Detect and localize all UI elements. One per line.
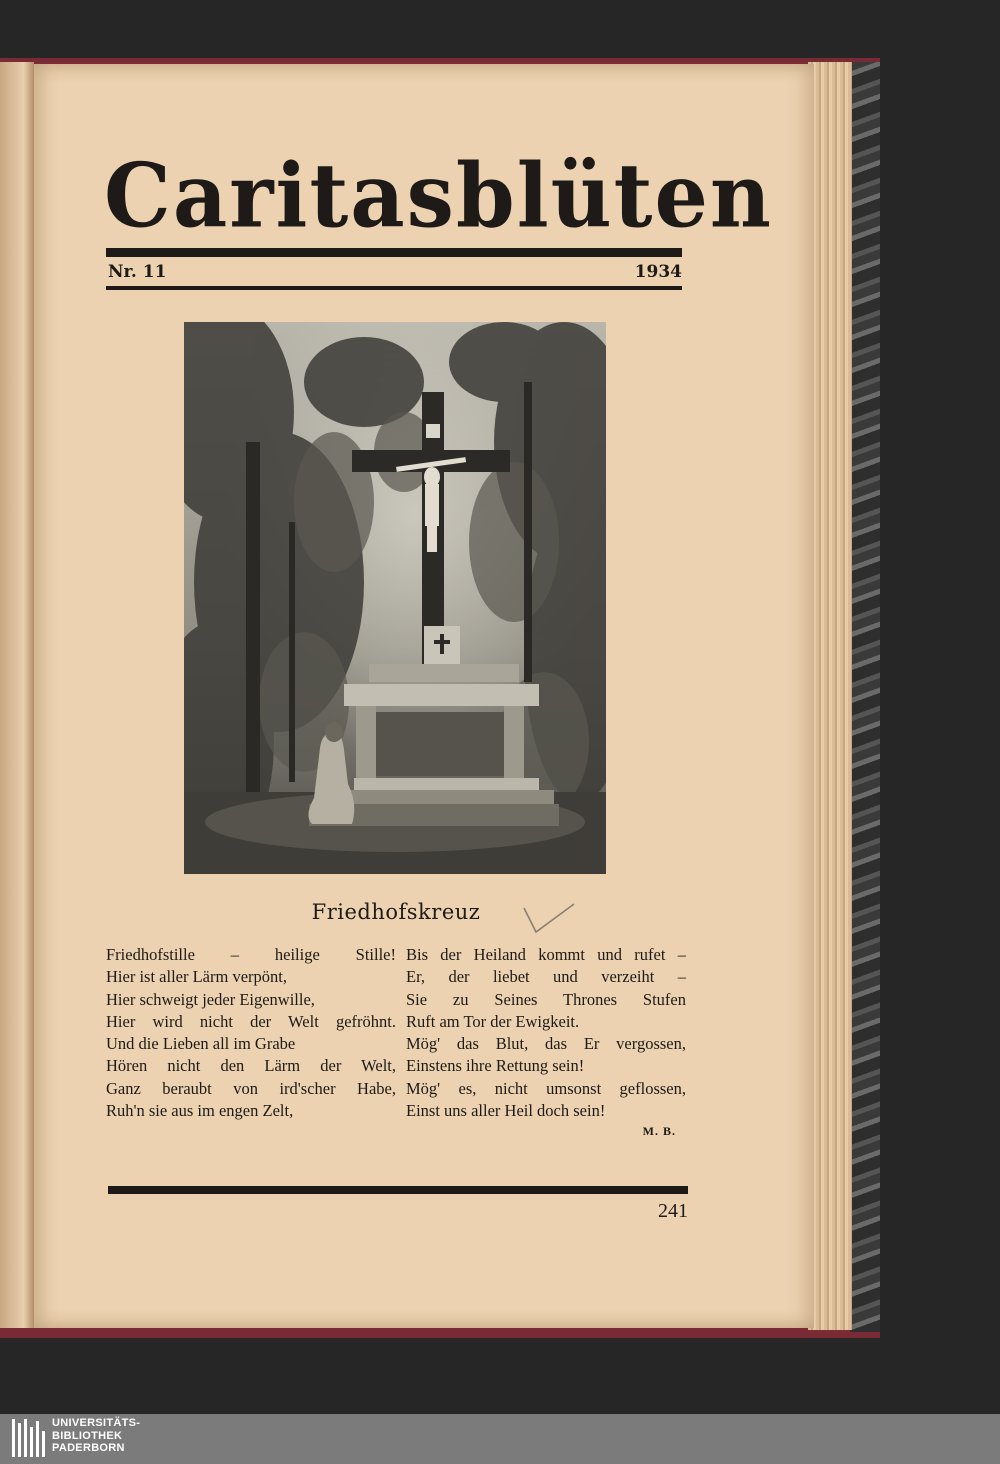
poem-line: Hier ist aller Lärm verpönt, (106, 967, 287, 987)
page-number: 241 (658, 1200, 688, 1222)
poem-line: Ruft am Tor der Ewigkeit. (406, 1011, 580, 1031)
photo-illustration (184, 322, 606, 874)
poem-line: Einstens ihre Rettung sein! (406, 1056, 585, 1076)
poem-line: Sie zu Seines Thrones Stufen (406, 989, 686, 1009)
library-name-line: UNIVERSITÄTS- (52, 1417, 141, 1429)
poem-line: Hier wird nicht der Welt gefröhnt. (106, 1011, 396, 1031)
poem-line: Ruh'n sie aus im engen Zelt, (106, 1101, 294, 1121)
poem-author: M. B. (642, 1124, 676, 1138)
poem-column-right (406, 944, 686, 1122)
library-logo-icon (12, 1419, 48, 1459)
masthead-rule-top (106, 248, 682, 257)
masthead-title: Caritasblüten (104, 143, 774, 248)
poem-column-left (106, 944, 396, 1122)
poem-line: Und die Lieben all im Grabe (106, 1034, 296, 1054)
marbled-cover-edge (850, 62, 880, 1332)
poem-line: Hören nicht den Lärm der Welt, (106, 1056, 396, 1076)
poem-title: Friedhofskreuz (311, 900, 481, 924)
poem-line: Ganz beraubt von ird'scher Habe, (106, 1078, 396, 1098)
footer-rule (108, 1186, 688, 1194)
page-block-edges (808, 62, 852, 1330)
facing-page-edge (0, 62, 34, 1328)
poem-line: Hier schweigt jeder Eigenwille, (106, 989, 315, 1009)
poem-line: Mög' es, nicht umsonst geflossen, (406, 1078, 686, 1098)
library-footer-bar (0, 1414, 1000, 1464)
poem-line: Friedhofstille – heilige Stille! (106, 945, 396, 964)
pencil-check-mark (520, 902, 580, 942)
library-name-line: BIBLIOTHEK (52, 1429, 123, 1442)
poem-line: Bis der Heiland kommt und rufet – (406, 945, 686, 964)
issue-number: Nr. 11 (108, 262, 167, 282)
library-name (52, 1417, 140, 1455)
poem-line: Er, der liebet und verzeiht – (406, 967, 686, 987)
poem-line: Einst uns aller Heil doch sein! (406, 1101, 606, 1121)
crucifix-altar-photo (184, 322, 606, 874)
issue-year: 1934 (634, 262, 682, 282)
poem-line: Mög' das Blut, das Er vergossen, (406, 1034, 686, 1054)
masthead-rule-bottom (106, 286, 682, 290)
library-name-line: PADERBORN (52, 1442, 125, 1454)
